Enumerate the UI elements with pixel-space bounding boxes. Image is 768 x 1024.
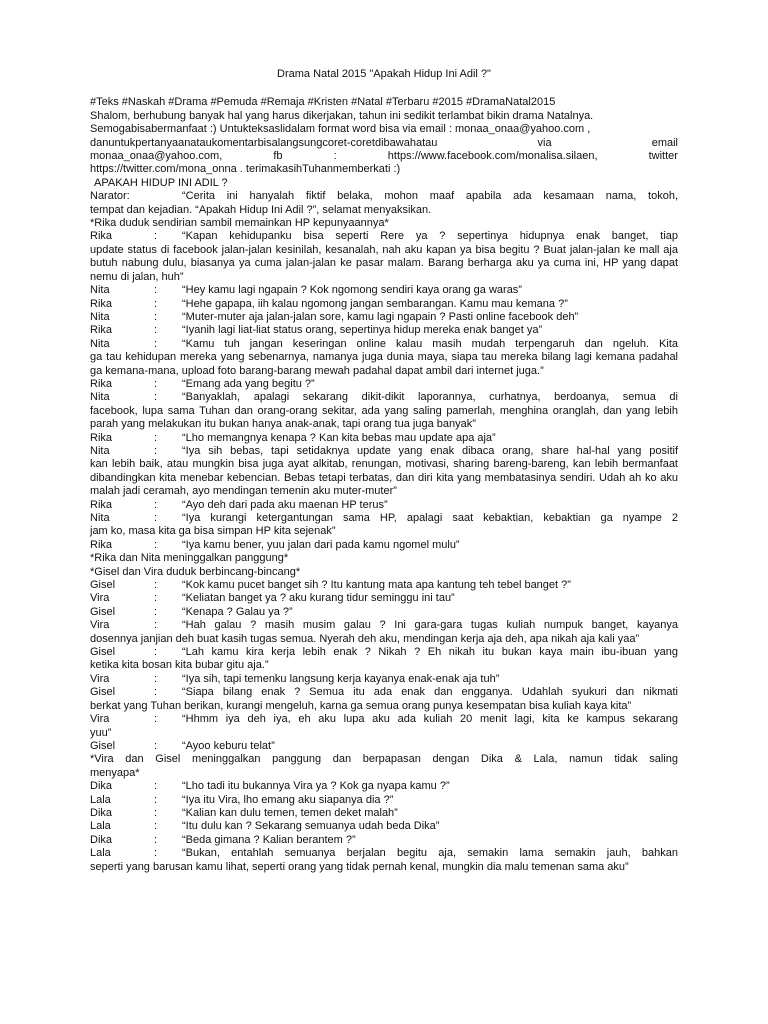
- dialogue-row: [90, 311, 678, 324]
- dialogue-row: [90, 713, 678, 726]
- dialogue-row: [90, 673, 678, 686]
- dialogue-row: [90, 807, 678, 820]
- dialogue-row: [90, 230, 678, 243]
- dialogue-line: [90, 298, 678, 311]
- speaker-name: Gisel: [90, 605, 116, 618]
- dialogue-text: “Itu dulu kan ? Sekarang semuanya udah beda Dika”: [182, 820, 440, 833]
- speaker-name: Gisel: [90, 646, 116, 659]
- speaker-colon: :: [154, 444, 158, 457]
- dialogue-line: [90, 284, 678, 297]
- dialogue-continuation: update status di facebook jalan-jalan kesinilah, kesanalah, nah aku kapan ya bisa begitu ? Buat jalan-jalan ke mall aja butuh nabung dulu, biasanya ya cuma jalan-jalan ke pasar malam. Barang berharga aku ya cuma ini, HP yang dapat nemu di jalan, huh”: [90, 243, 678, 283]
- document-title: Drama Natal 2015 "Apakah Hidup Ini Adil ?": [277, 68, 491, 80]
- dialogue-text: “Kok kamu pucet banget sih ? Itu kantung mata apa kantung teh tebel banget ?”: [182, 579, 571, 592]
- script-heading: APAKAH HIDUP INI ADIL ?: [94, 176, 228, 189]
- intro-line: [90, 137, 678, 150]
- stage-direction: menyapa*: [90, 766, 140, 779]
- dialogue-line: [90, 338, 678, 378]
- facebook-link-text: https://www.facebook.com/monalisa.silaen,: [387, 150, 598, 163]
- speaker-name: Vira: [90, 672, 110, 685]
- speaker-name: Nita: [90, 391, 110, 404]
- dialogue-text: “Iya itu Vira, lho emang aku siapanya dia ?”: [182, 793, 394, 806]
- speaker-name: Rika: [90, 377, 113, 390]
- speaker-colon: :: [154, 793, 158, 806]
- dialogue-text: “Iyanih lagi liat-liat status orang, sepertinya hidup mereka enak banget ya”: [182, 324, 543, 337]
- intro-line: [90, 150, 678, 163]
- speaker-name: Rika: [90, 498, 113, 511]
- speaker-name: Gisel: [90, 579, 116, 592]
- speaker-name: Narator:: [90, 190, 130, 203]
- dialogue-text: “Iya kurangi ketergantungan sama HP, apalagi saat kebaktian, kebaktian ga nyampe 2: [182, 512, 678, 524]
- stage-direction: *Vira dan Gisel meninggalkan panggung dan berpapasan dengan Dika & Lala, namun tidak saling: [90, 753, 678, 766]
- speaker-colon: :: [154, 739, 158, 752]
- dialogue-line: [90, 445, 678, 499]
- speaker-name: Lala: [90, 820, 111, 833]
- dialogue-text: “Lho memangnya kenapa ? Kan kita bebas mau update apa aja”: [182, 431, 496, 444]
- dialogue-line: [90, 324, 678, 337]
- dialogue-text: “Iya sih bebas, tapi setidaknya update yang enak dibaca orang, share hal-hal yang positif: [182, 444, 678, 457]
- stage-direction: *Rika dan Nita meninggalkan panggung*: [90, 552, 289, 565]
- dialogue-row: [90, 646, 678, 659]
- intro-text: twitter: [648, 150, 678, 163]
- dialogue-line: [90, 579, 678, 592]
- speaker-colon: :: [154, 847, 158, 860]
- intro-text: email: [651, 136, 678, 149]
- dialogue-text: “Bukan, entahlah semuanya berjalan begitu aja, semakin lama semakin jauh, bahkan: [182, 847, 678, 860]
- speaker-colon: :: [154, 619, 158, 632]
- speaker-colon: :: [154, 605, 158, 618]
- dialogue-line: [90, 230, 678, 284]
- speaker-colon: :: [154, 337, 158, 350]
- speaker-name: Rika: [90, 431, 113, 444]
- speaker-colon: :: [154, 686, 158, 699]
- dialogue-row: [90, 432, 678, 445]
- dialogue-line: [90, 646, 678, 673]
- dialogue-text: “Iya kamu bener, yuu jalan dari pada kamu ngomel mulu”: [182, 538, 460, 551]
- speaker-colon: :: [154, 820, 158, 833]
- dialogue-text: “Iya sih, tapi temenku langsung kerja kayanya enak-enak aja tuh”: [182, 672, 500, 685]
- dialogue-line: [90, 740, 678, 753]
- speaker-name: Nita: [90, 512, 110, 524]
- intro-text: fb: [273, 150, 283, 163]
- dialogue-line: [90, 834, 678, 847]
- dialogue-text: “Emang ada yang begitu ?”: [182, 377, 315, 390]
- speaker-colon: :: [154, 713, 158, 726]
- dialogue-row: [90, 512, 678, 525]
- speaker-colon: :: [154, 297, 158, 310]
- dialogue-row: [90, 606, 678, 619]
- dialogue-line: [90, 592, 678, 605]
- dialogue-row: [90, 847, 678, 860]
- speaker-name: Vira: [90, 619, 110, 632]
- dialogue-text: “Siapa bilang enak ? Semua itu ada enak dan engganya. Udahlah syukuri dan nikmati: [182, 686, 678, 699]
- dialogue-row: [90, 780, 678, 793]
- speaker-colon: :: [154, 377, 158, 390]
- dialogue-continuation: tempat dan kejadian. “Apakah Hidup Ini Adil ?”, selamat menyaksikan.: [90, 203, 432, 216]
- dialogue-row: [90, 579, 678, 592]
- speaker-name: Rika: [90, 230, 113, 243]
- dialogue-text: “Hah galau ? masih musim galau ? Ini gara-gara tugas kuliah numpuk banget, kayanya: [182, 619, 678, 632]
- dialogue-line: [90, 794, 678, 807]
- dialogue-continuation: ketika kita bosan kita bubar gitu aja.”: [90, 659, 269, 672]
- speaker-colon: :: [154, 780, 158, 793]
- dialogue-row: [90, 284, 678, 297]
- speaker-colon: :: [154, 310, 158, 323]
- speaker-colon: :: [154, 833, 158, 846]
- dialogue-continuation: seperti yang barusan kamu lihat, seperti orang yang tidak pernah kenal, mungkin dia malu temenan sama aku”: [90, 860, 629, 873]
- dialogue-text: “Lah kamu kira kerja lebih enak ? Nikah ? Eh nikah itu bukan kaya main ibu-ibuan yang: [182, 646, 678, 659]
- dialogue-line: [90, 847, 678, 874]
- speaker-name: Gisel: [90, 739, 116, 752]
- dialogue-row: [90, 324, 678, 337]
- speaker-name: Dika: [90, 833, 113, 846]
- dialogue-block: [90, 780, 678, 874]
- speaker-name: Nita: [90, 284, 110, 297]
- dialogue-text: “Kamu tuh jangan keseringan online kalau masih mudah terpengaruh dan ngeluh. Kita: [182, 337, 678, 350]
- dialogue-row: [90, 445, 678, 458]
- dialogue-block: [90, 230, 678, 552]
- stage-direction: *Gisel dan Vira duduk berbincang-bincang*: [90, 565, 301, 578]
- dialogue-row: [90, 794, 678, 807]
- speaker-name: Rika: [90, 324, 113, 337]
- dialogue-row: [90, 338, 678, 351]
- speaker-colon: :: [154, 806, 158, 819]
- hashtags: #Teks #Naskah #Drama #Pemuda #Remaja #Kristen #Natal #Terbaru #2015 #DramaNatal2015: [90, 96, 556, 109]
- dialogue-text: “Keliatan banget ya ? aku kurang tidur seminggu ini tau”: [182, 592, 455, 605]
- dialogue-row: [90, 499, 678, 512]
- narrator-line: [90, 190, 678, 203]
- intro-paragraph: https://twitter.com/mona_onna . terimakasihTuhanmemberkati :): [90, 163, 401, 176]
- dialogue-text: “Kapan kehidupanku bisa seperti Rere ya ? sepertinya hidupnya enak banget, tiap: [182, 230, 678, 243]
- intro-paragraph: Shalom, berhubung banyak hal yang harus dikerjakan, tahun ini sedikit terlambat bikin drama Natalnya.: [90, 109, 594, 122]
- speaker-name: Lala: [90, 793, 111, 806]
- intro-text: via: [537, 136, 552, 149]
- speaker-colon: :: [154, 672, 158, 685]
- speaker-colon: :: [154, 579, 158, 592]
- speaker-name: Lala: [90, 847, 111, 860]
- speaker-name: Gisel: [90, 686, 116, 699]
- dialogue-text: “Kalian kan dulu temen, temen deket malah”: [182, 806, 398, 819]
- speaker-colon: :: [154, 538, 158, 551]
- speaker-colon: :: [154, 230, 158, 243]
- speaker-name: Rika: [90, 297, 113, 310]
- dialogue-row: [90, 592, 678, 605]
- dialogue-text: “Ayo deh dari pada aku maenan HP terus”: [182, 498, 388, 511]
- dialogue-text: “Muter-muter aja jalan-jalan sore, kamu lagi ngapain ? Pasti online facebook deh”: [182, 310, 579, 323]
- dialogue-continuation: facebook, lupa sama Tuhan dan orang-orang sekitar, ada yang saling pamerlah, menghina oranglah, dan yang lebih parah yang melakukan itu bukan hanya anak-anak, tapi orang tua juga banyak”: [90, 404, 678, 431]
- intro-text: :: [333, 150, 337, 163]
- dialogue-text: “Banyaklah, apalagi sekarang dikit-dikit laporannya, curhatnya, berdoanya, semua di: [182, 391, 678, 404]
- dialogue-continuation: dosennya janjian deh buat kasih tugas semua. Nyerah deh aku, mendingan kerja aja deh, apa nikah aja kali yaa”: [90, 632, 640, 645]
- intro-text: danuntukpertanyaanataukomentarbisalangsungcoret-coretdibawahatau: [90, 136, 438, 149]
- dialogue-line: [90, 780, 678, 793]
- intro-paragraph: Semogabisabermanfaat :) Untukteksaslidalam format word bisa via email : monaa_onaa@yahoo.com ,: [90, 123, 591, 136]
- dialogue-line: [90, 673, 678, 686]
- speaker-name: Vira: [90, 713, 110, 726]
- dialogue-line: [90, 807, 678, 820]
- speaker-name: Dika: [90, 780, 113, 793]
- dialogue-text: “Cerita ini hanyalah fiktif belaka, mohon maaf apabila ada kesamaan nama, tokoh,: [182, 190, 678, 203]
- dialogue-continuation: jam ko, masa kita ga bisa simpan HP kita sejenak”: [90, 525, 336, 538]
- dialogue-line: [90, 539, 678, 552]
- dialogue-row: [90, 820, 678, 833]
- dialogue-row: [90, 298, 678, 311]
- speaker-name: Nita: [90, 444, 110, 457]
- dialogue-line: [90, 512, 678, 539]
- dialogue-line: [90, 820, 678, 833]
- dialogue-text: “Hey kamu lagi ngapain ? Kok ngomong sendiri kaya orang ga waras”: [182, 284, 522, 297]
- dialogue-text: “Hehe gapapa, iih kalau ngomong jangan sembarangan. Kamu mau kemana ?”: [182, 297, 568, 310]
- dialogue-line: [90, 606, 678, 619]
- dialogue-text: “Kenapa ? Galau ya ?”: [182, 605, 293, 618]
- dialogue-row: [90, 686, 678, 699]
- dialogue-line: [90, 619, 678, 646]
- dialogue-row: [90, 619, 678, 632]
- speaker-name: Nita: [90, 310, 110, 323]
- speaker-colon: :: [154, 391, 158, 404]
- speaker-colon: :: [154, 646, 158, 659]
- dialogue-text: “Hhmm iya deh iya, eh aku lupa aku ada kuliah 20 menit lagi, kita ke kampus sekarang: [182, 713, 678, 726]
- dialogue-line: [90, 713, 678, 740]
- dialogue-block: [90, 579, 678, 753]
- speaker-name: Nita: [90, 337, 110, 350]
- dialogue-line: [90, 499, 678, 512]
- dialogue-line: [90, 686, 678, 713]
- speaker-colon: :: [154, 498, 158, 511]
- dialogue-line: [90, 391, 678, 431]
- speaker-colon: :: [154, 512, 158, 524]
- dialogue-line: [90, 432, 678, 445]
- speaker-colon: :: [154, 592, 158, 605]
- dialogue-text: “Ayoo keburu telat”: [182, 739, 275, 752]
- dialogue-line: [90, 311, 678, 324]
- speaker-name: Vira: [90, 592, 110, 605]
- dialogue-row: [90, 740, 678, 753]
- dialogue-continuation: berkat yang Tuhan berikan, kurangi mengeluh, karna ga semua orang punya kesempatan bisa kuliah kaya kita”: [90, 699, 632, 712]
- dialogue-text: “Beda gimana ? Kalian berantem ?”: [182, 833, 356, 846]
- speaker-colon: :: [154, 431, 158, 444]
- dialogue-line: [90, 378, 678, 391]
- dialogue-continuation: yuu”: [90, 726, 112, 739]
- speaker-colon: :: [154, 284, 158, 297]
- dialogue-row: [90, 378, 678, 391]
- dialogue-text: “Lho tadi itu bukannya Vira ya ? Kok ga nyapa kamu ?”: [182, 780, 450, 793]
- dialogue-row: [90, 391, 678, 404]
- speaker-name: Dika: [90, 806, 113, 819]
- email-text: monaa_onaa@yahoo.com,: [90, 150, 223, 163]
- dialogue-row: [90, 834, 678, 847]
- speaker-name: Rika: [90, 538, 113, 551]
- stage-direction: *Rika duduk sendirian sambil memainkan HP kepunyaannya*: [90, 217, 389, 230]
- speaker-colon: :: [154, 324, 158, 337]
- dialogue-row: [90, 539, 678, 552]
- dialogue-continuation: ga tau kehidupan mereka yang sebenarnya, namanya juga dunia maya, siapa tau mereka bilang lagi kemana padahal ga kemana-mana, upload foto barang-barang mewah padahal dapat ambil dari internet juga.”: [90, 351, 678, 377]
- dialogue-continuation: kan lebih baik, atau mungkin bisa juga ayat alkitab, renungan, motivasi, sharing bareng-bareng, kan lebih bermanfaat dibandingkan kita menebar kebencian. Bebas tetapi terbatas, dan diri kita yang membatasinya sendiri. Udah ah ko aku malah jadi ceramah, ayo mendingan temenin aku muter-muter”: [90, 458, 678, 498]
